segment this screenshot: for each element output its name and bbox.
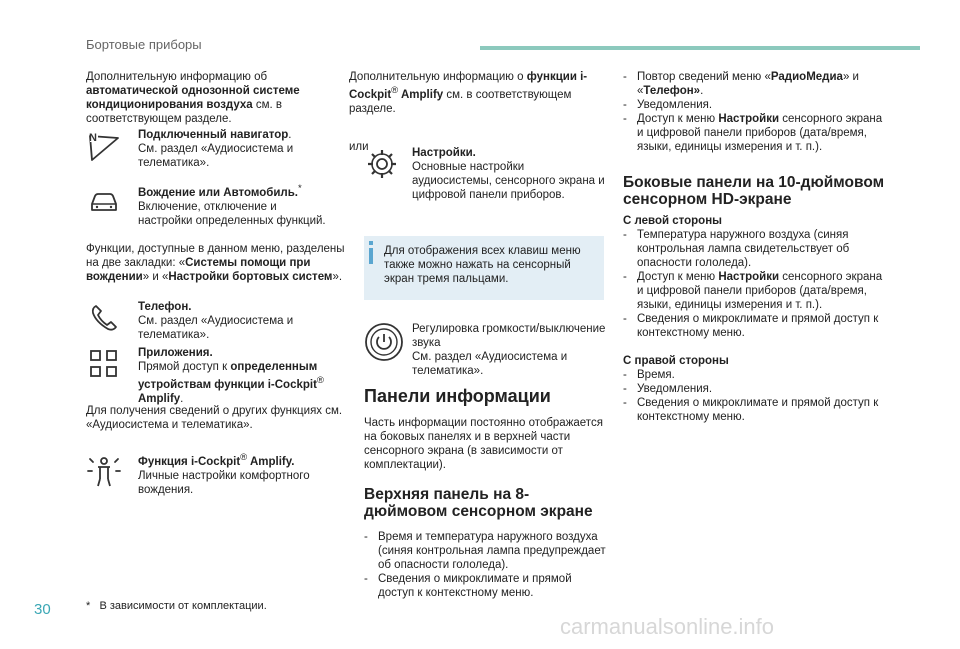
list-item: - Уведомления. xyxy=(623,98,888,112)
list-item: - Время. xyxy=(623,368,888,382)
list-item: - Время и температура наружного воздуха (синяя контрольная лампа предупреждает об опасности гололеда). xyxy=(364,530,609,572)
settings-item xyxy=(364,146,604,202)
info-icon xyxy=(369,241,373,245)
nav-text: См. раздел «Аудиосистема и телематика». xyxy=(138,143,294,169)
phone-icon xyxy=(86,300,122,336)
panels-section xyxy=(364,386,609,600)
list-item: - Доступ к меню Настройки сенсорного экрана и цифровой панели приборов (дата/время, языки, единицы измерения и т. п.). xyxy=(623,112,888,154)
volume-item xyxy=(364,322,604,378)
settings-title: Настройки. xyxy=(412,147,476,159)
nav-item: N Подключенный навигатор. См. раздел «Аудиосистема и телематика». xyxy=(86,128,346,172)
apps-title: Приложения. xyxy=(138,347,213,359)
list-item: - Сведения о микроклимате и прямой доступ к контекстному меню. xyxy=(623,312,888,340)
column-2-intro: Дополнительную информацию о функции i-Cockpit® Amplify см. в соответствующем разделе. или xyxy=(349,70,604,154)
car-icon xyxy=(86,182,122,218)
page-header-title: Бортовые приборы xyxy=(86,37,202,52)
power-button-icon xyxy=(364,322,404,362)
info-box-text: Для отображения всех клавиш меню также можно нажать на сенсорный экран тремя пальцами. xyxy=(384,245,581,285)
upper-panel-list xyxy=(364,530,609,600)
nav-title: Подключенный навигатор xyxy=(138,129,289,141)
list-item: - Сведения о микроклимате и прямой доступ к контекстному меню. xyxy=(364,572,609,600)
upper-panel-heading: Верхняя панель на 8-дюймовом сенсорном экране xyxy=(364,486,593,520)
drive-text: Включение, отключение и настройки определенных функций. xyxy=(138,200,326,227)
list-item: - Повтор сведений меню «РадиоМедиа» и «Телефон». xyxy=(623,70,888,98)
cockpit-item: Функция i-Cockpit® Amplify. Личные настройки комфортного вождения. xyxy=(86,451,346,501)
info-box xyxy=(364,236,604,300)
watermark: carmanualsonline.info xyxy=(560,614,775,639)
i-cockpit-person-icon xyxy=(86,453,122,489)
volume-text: Регулировка громкости/выключение звука xyxy=(412,323,606,349)
top-list xyxy=(623,70,888,154)
settings-text: Основные настройки аудиосистемы, сенсорного экрана и цифровой панели приборов. xyxy=(412,161,605,201)
left-side-heading: С левой стороны xyxy=(623,215,722,227)
col1-intro: Дополнительную информацию об автоматической однозонной системе кондиционирования воздуха см. в соответствующем разделе. xyxy=(86,71,300,125)
phone-title: Телефон. xyxy=(138,301,192,313)
side-panels-heading: Боковые панели на 10-дюймовом сенсорном HD-экране xyxy=(623,174,885,208)
volume-ref: См. раздел «Аудиосистема и телематика». xyxy=(412,351,568,377)
apps-item: Приложения. Прямой доступ к определенным устройствам функции i-Cockpit® Amplify. xyxy=(86,346,346,402)
page-number: 30 xyxy=(34,601,51,618)
or-label: или xyxy=(349,140,369,153)
header-accent-bar xyxy=(480,46,920,50)
list-item: - Температура наружного воздуха (синяя контрольная лампа свидетельствует об опасности гололеда). xyxy=(623,228,888,270)
left-side-list xyxy=(623,228,888,340)
gear-icon xyxy=(364,146,400,182)
functions-paragraph: Функции, доступные в данном меню, разделены на две закладки: «Системы помощи при вождении» и «Настройки бортовых систем». xyxy=(86,243,345,283)
column-3 xyxy=(623,70,888,424)
apps-grid-icon xyxy=(86,346,122,382)
cockpit-text: Личные настройки комфортного вождения. xyxy=(138,469,310,496)
other-info-paragraph: Для получения сведений о других функциях см. «Аудиосистема и телематика». xyxy=(86,405,343,431)
navigation-arrow-icon xyxy=(86,128,122,164)
list-item: - Сведения о микроклимате и прямой доступ к контекстному меню. xyxy=(623,396,888,424)
panels-heading: Панели информации xyxy=(364,386,551,406)
drive-title: Вождение или Автомобиль. xyxy=(138,186,298,199)
right-side-heading: С правой стороны xyxy=(623,355,729,367)
svg-text:N: N xyxy=(89,132,97,144)
column-1 xyxy=(86,70,346,126)
right-side-list xyxy=(623,368,888,424)
drive-item: Вождение или Автомобиль.* Включение, отключение и настройки определенных функций. xyxy=(86,182,346,226)
phone-text: См. раздел «Аудиосистема и телематика». xyxy=(138,315,294,341)
panels-text: Часть информации постоянно отображается на боковых панелях и в верхней части сенсорного экрана (в зависимости от комплектации). xyxy=(364,417,603,471)
list-item: - Доступ к меню Настройки сенсорного экрана и цифровой панели приборов (дата/время, языки, единицы измерения и т. п.). xyxy=(623,270,888,312)
phone-item xyxy=(86,300,346,341)
footnote: * В зависимости от комплектации. xyxy=(86,600,267,612)
list-item: - Уведомления. xyxy=(623,382,888,396)
